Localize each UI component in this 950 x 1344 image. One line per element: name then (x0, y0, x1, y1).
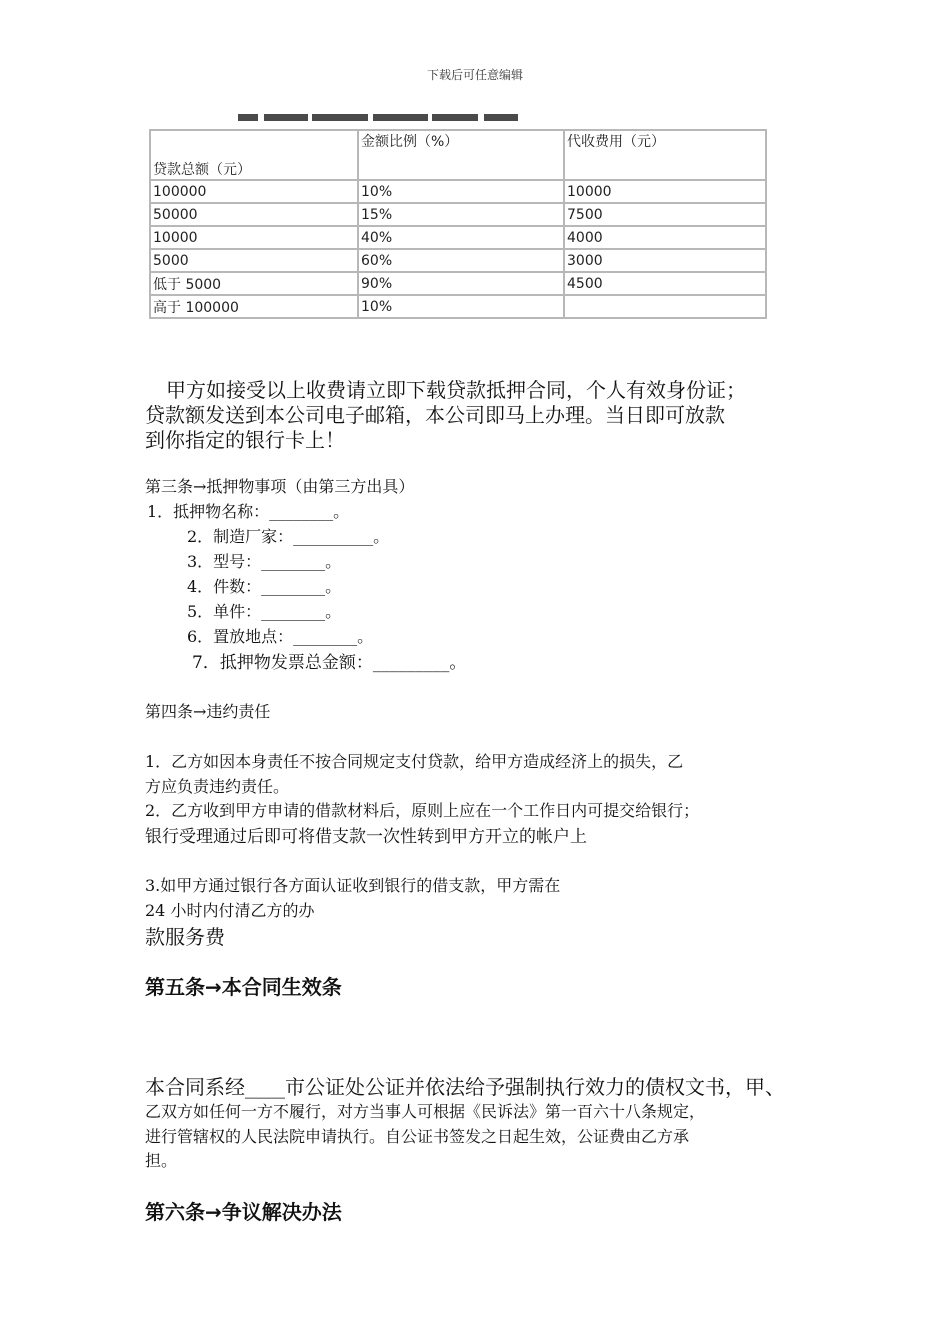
table-cell: 10000 (564, 180, 766, 203)
table-cell: 10000 (150, 226, 358, 249)
table-row (150, 180, 766, 203)
table-cell: 10% (358, 295, 564, 318)
article5-paragraph: 乙双方如任何一方不履行，对方当事人可根据《民诉法》第一百六十八条规定， (145, 1102, 706, 1121)
table-row (150, 203, 766, 226)
table-cell (564, 295, 766, 318)
table-cell: 15% (358, 203, 564, 226)
notice-line: 甲方如接受以上收费请立即下载贷款抵押合同，个人有效身份证； (166, 378, 746, 402)
table-cell: 90% (358, 272, 564, 295)
table-cell: 7500 (564, 203, 766, 226)
table-cell: 100000 (150, 180, 358, 203)
table-cell: 60% (358, 249, 564, 272)
article3-item: 6．置放地点：________。 (187, 627, 374, 646)
article3-item: 7．抵押物发票总金额：_________。 (192, 653, 467, 673)
table-header-cell: 代收费用（元） (564, 130, 766, 180)
fee-table (149, 129, 767, 319)
article3-item: 3．型号：________。 (187, 552, 342, 571)
article4-paragraph: 3.如甲方通过银行各方面认证收到银行的借支款，甲方需在 (145, 876, 561, 895)
article5-paragraph: 担。 (145, 1151, 178, 1170)
article4-paragraph: 1．乙方如因本身责任不按合同规定支付贷款，给甲方造成经济上的损失，乙 (145, 752, 684, 771)
article3-item: 4．件数：________。 (187, 577, 342, 596)
article4-paragraph: 银行受理通过后即可将借支款一次性转到甲方开立的帐户上 (145, 827, 587, 847)
table-cell: 高于 100000 (150, 295, 358, 318)
page-header-note: 下载后可任意编辑 (426, 68, 523, 82)
article6-title: 第六条→争议解决办法 (145, 1200, 342, 1224)
table-row (150, 295, 766, 318)
table-header-cell: 金额比例（%） (358, 130, 564, 180)
table-row (150, 226, 766, 249)
table-cell: 4500 (564, 272, 766, 295)
article3-title: 第三条→抵押物事项（由第三方出具） (145, 477, 415, 496)
article4-paragraph: 24 小时内付清乙方的办 (145, 901, 315, 920)
article4-paragraph: 2．乙方收到甲方申请的借款材料后，原则上应在一个工作日内可提交给银行； (145, 801, 700, 820)
article5-title: 第五条→本合同生效条 (145, 975, 342, 999)
notice-line: 贷款额发送到本公司电子邮箱，本公司即马上办理。当日即可放款 (145, 403, 725, 427)
article3-item: 2．制造厂家：__________。 (187, 527, 390, 546)
notice-line: 到你指定的银行卡上！ (145, 428, 345, 452)
table-row (150, 249, 766, 272)
table-cell: 10% (358, 180, 564, 203)
table-cell: 5000 (150, 249, 358, 272)
table-cell: 50000 (150, 203, 358, 226)
table-row (150, 272, 766, 295)
table-header-cell: 贷款总额（元） (150, 130, 358, 180)
article4-title: 第四条→违约责任 (145, 702, 271, 721)
article4-paragraph: 方应负责违约责任。 (145, 777, 290, 796)
table-cell: 低于 5000 (150, 272, 358, 295)
table-header-row (150, 130, 766, 180)
article5-paragraph: 本合同系经____市公证处公证并依法给予强制执行效力的债权文书，甲、 (145, 1075, 785, 1099)
article3-item: 5．单件：________。 (187, 602, 342, 621)
table-cell: 40% (358, 226, 564, 249)
article5-paragraph: 进行管辖权的人民法院申请执行。自公证书签发之日起生效，公证费由乙方承 (145, 1127, 690, 1146)
table-cell: 3000 (564, 249, 766, 272)
cropped-caption-remnant (238, 112, 538, 124)
article4-paragraph: 款服务费 (145, 925, 225, 949)
table-cell: 4000 (564, 226, 766, 249)
article3-item: 1．抵押物名称：________。 (147, 502, 350, 521)
